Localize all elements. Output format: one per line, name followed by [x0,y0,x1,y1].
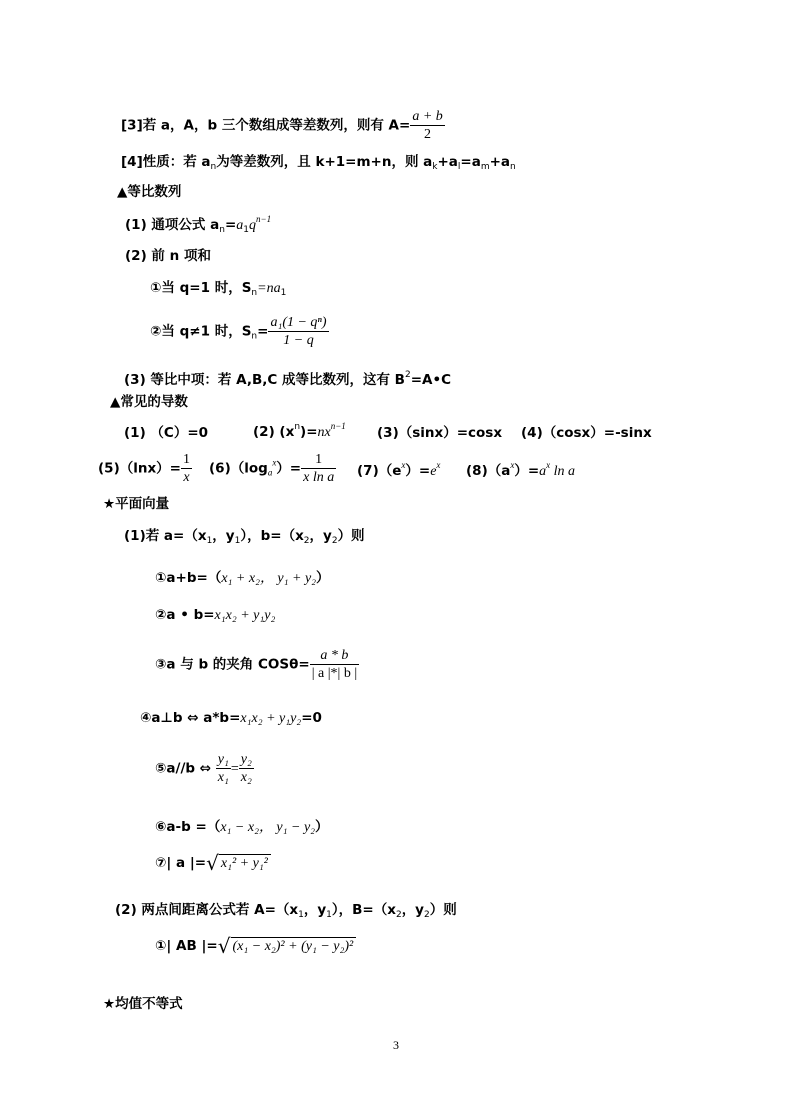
subscript: n [219,225,225,235]
frac-numerator: y₁ [217,752,229,767]
formula: nx [317,425,331,440]
deriv-2 [253,421,346,441]
text: ⑥a-b =（ [155,819,221,835]
text: ④a⊥b ⇔ a*b= [140,710,241,726]
frac-denominator: 2 [424,127,432,142]
deriv-5 [98,451,192,486]
text: (5)（lnx）= [98,460,181,477]
radical-sign: √ [206,851,219,875]
subscript: 2 [331,536,338,546]
text: ③a 与 b 的夹角 COSθ= [155,656,310,673]
text: (8)（a [466,463,511,479]
sqrt [206,851,271,875]
frac-numerator: a + b [412,109,443,124]
text: = [224,217,237,233]
superscript: x [272,457,277,468]
deriv-3: (3)（sinx）=cosx [377,425,503,441]
text: ，y [401,902,424,918]
frac-denominator: x ln a [303,470,335,485]
deriv-heading: ▲常见的导数 [110,394,188,410]
formula: x₁x₂ + y₁y₂ [214,608,276,623]
subscript: 1 [298,910,304,920]
geom-sum-qne1 [150,314,329,349]
subscript: m [480,162,490,172]
formula: q [249,218,257,233]
frac-numerator: 1 [183,452,190,467]
formula: a [539,464,547,479]
text: ），b=（x [240,528,304,544]
formula: x₁ + x₂， y₁ + y₂ [221,571,317,586]
text: ）则 [429,902,457,918]
text: ②a • b= [155,607,215,623]
mean-heading: ★均值不等式 [103,996,183,1012]
text: ）= [514,463,540,479]
deriv-6-fraction [301,451,336,486]
deriv-7 [357,459,440,480]
text: (1)若 a=（x [124,528,207,544]
text: ②当 q≠1 时，S [150,323,252,340]
subscript: 1 [280,288,287,298]
vector-parallel-fraction-2 [239,751,254,786]
frac-denominator: x₂ [240,770,252,785]
text: ）= [405,463,431,479]
subscript: 2 [303,536,310,546]
superscript: n−1 [330,421,346,431]
radicand: x₁² + y₁² [219,854,271,872]
text: ），B=（x [331,902,396,918]
frac-numerator: a * b [310,647,359,665]
deriv-row1 [124,421,208,441]
text: ，y [309,528,332,544]
text: =A•C [410,372,452,388]
distance-formula [155,934,356,958]
formula: ln a [550,464,576,479]
text: ①| AB |= [155,938,218,954]
subscript: a [267,467,273,478]
superscript: n [294,422,301,432]
formula: e [430,464,437,479]
subscript: n [251,331,258,342]
subscript: n [210,162,217,172]
frac-numerator: a₁(1 − qⁿ) [270,315,327,330]
distance-condition [115,898,457,920]
geom-heading: ▲等比数列 [117,184,182,200]
subscript: n [251,288,258,298]
text: (7)（e [357,463,402,479]
text: )= [300,424,318,440]
text: ） [316,570,330,586]
vector-angle [155,647,359,682]
formula: x₁x₂ + y₁y₂ [240,711,302,726]
subscript: 2 [395,910,402,920]
superscript: 2 [404,370,411,380]
text: ）= [276,460,302,477]
text: =a [460,154,481,170]
arith-item3-text: [3]若 a，A，b 三个数组成等差数列，则有 A= [121,117,411,134]
subscript: 1 [206,536,213,546]
vector-norm [155,851,271,875]
frac-denominator: | a |*| b | [311,666,358,681]
frac-denominator: 1 − q [283,333,314,348]
text: = [230,761,239,777]
deriv-4: (4)（cosx）=-sinx [521,425,652,441]
superscript: x [546,460,551,470]
arith-item3 [121,108,445,143]
page-number: 3 [393,1038,399,1052]
text: (6)（log [209,460,268,477]
radical-sign: √ [217,934,231,958]
geom-sum-fraction [268,314,328,349]
text: ，y [303,902,327,918]
subscript: k [432,162,438,172]
arith-item4-mid: 为等差数列，且 k+1=m+n，则 a [216,154,433,170]
text: ⑦| a |= [155,855,207,871]
subscript: 1 [243,225,250,235]
subscript: 2 [424,910,430,920]
text: (2) 两点间距离公式若 A=（x [115,902,299,918]
vector-subtract [155,815,329,836]
deriv-1: (1) （C）=0 [124,425,209,441]
text: =0 [301,710,322,726]
frac-denominator: x₁ [217,770,229,785]
superscript: x [436,460,441,470]
superscript: x [401,460,406,470]
vector-heading: ★平面向量 [103,496,170,512]
frac-denominator: x [183,470,190,485]
vector-parallel-fraction-1 [216,751,231,786]
vector-perp [140,710,322,727]
vector-add [155,566,330,587]
text: +a [437,154,458,170]
formula: a [236,218,244,233]
arith-item4 [121,150,516,172]
deriv-8 [466,459,575,480]
vector-angle-fraction [310,647,359,682]
geom-middle-term [124,368,451,388]
text: (3) 等比中项：若 A,B,C 成等比数列，这有 B [124,372,405,388]
text: +a [489,154,511,170]
superscript: x [510,460,515,470]
frac-numerator: 1 [301,451,336,469]
sqrt [218,934,356,958]
geom-general-term [125,213,271,235]
text: ）则 [337,528,365,544]
superscript: n−1 [256,214,272,224]
text: (2) (x [253,424,295,440]
deriv-6 [209,451,336,486]
subscript: 1 [326,910,332,920]
arith-mean-fraction [410,108,444,143]
vector-condition [124,524,365,546]
arith-item4-text: [4]性质：若 a [121,154,211,170]
subscript: n [510,162,516,172]
text: ） [315,819,329,835]
text: = [257,323,269,340]
geom-sum-q1 [150,276,286,298]
text: ⑤a//b ⇔ [155,760,212,777]
vector-parallel [155,751,254,786]
text: ①当 q=1 时，S [150,280,252,296]
subscript: 1 [234,536,241,546]
geom-sum-label: (2) 前 n 项和 [125,248,211,264]
vector-dot [155,607,275,624]
radicand: (x₁ − x₂)² + (y₁ − y₂)² [231,937,357,955]
formula: x₁ − x₂， y₁ − y₂ [220,820,316,835]
formula: =na [257,281,281,296]
frac-numerator: y₂ [240,752,252,767]
text: ①a+b=（ [155,570,222,586]
text: ，y [212,528,235,544]
text: (1) 通项公式 a [125,217,220,233]
deriv-5-fraction [181,451,192,486]
subscript: l [457,162,461,172]
